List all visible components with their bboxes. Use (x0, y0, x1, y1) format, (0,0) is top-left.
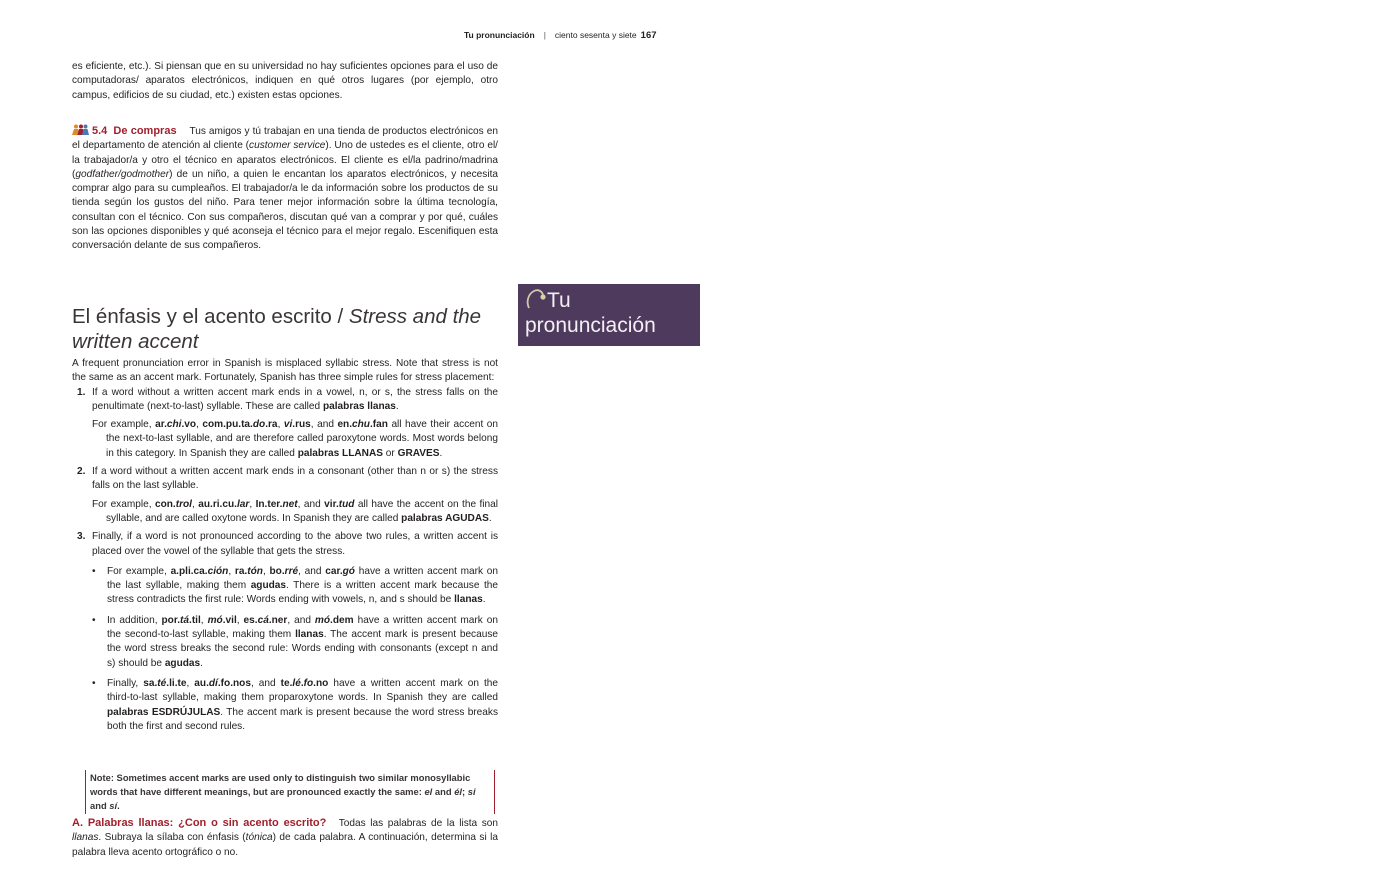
rule-number: 2. (77, 466, 86, 478)
rules-list (72, 386, 498, 415)
running-head-separator: | (543, 30, 546, 40)
running-head-section: Tu pronunciación (464, 30, 535, 40)
group-icon (72, 124, 89, 135)
rules-list-cont (72, 465, 498, 494)
activity-text: Tus amigos y tú trabajan en una tienda de productos electrónicos en el departamento de atención al cliente ( (72, 126, 498, 152)
rule-2-example: For example, con.trol, au.ri.cu.lar, In.ter.net, and vir.tud all have the accent on the final syllable, and are called oxytone words. In Spanish they are called palabras AGUDAS. (92, 498, 499, 524)
activity-text: ) de un niño, a quien le encantan los aparatos electrónicos, y necesita comprar algo para su cumpleaños. El trabajador/a le da información sobre los productos de su tienda según los gustos del niño. Para tener mejor información sobre la última tecnología, consultan con el técnico. Con sus compañeros, discutan qué van a comprar y por qué, cuáles son las opciones disponibles y qué aconseja el técnico para el mejor regalo. Escenifiquen esta conversación delante de sus compañeros. (72, 168, 498, 252)
exercise-a-label: A. Palabras llanas: ¿Con o sin acento escrito? (72, 817, 327, 829)
note-text: Note: Sometimes accent marks are used only to distinguish two similar monosyllabic words that have different meanings, but are pronounced exactly the same: (90, 772, 471, 797)
activity-paragraph (72, 124, 498, 254)
body-intro: A frequent pronunciation error in Spanish is misplaced syllabic stress. Note that stress is not the same as an accent mark. Fortunately, Spanish has three simple rules for stress placement: (72, 358, 498, 384)
banner-label: Tu pronunciación (525, 289, 656, 337)
rule-1-example: For example, ar.chi.vo, com.pu.ta.do.ra, vi.rus, and en.chu.fan all have their accent on the next-to-last syllable, and are therefore called paroxytone words. Most words belong in this category. In Spanish they are called palabras LLANAS or GRAVES. (92, 419, 498, 459)
bullet-agudas: • For example, a.pli.ca.ción, ra.tón, bo.rré, and car.gó have a written accent mark on the last syllable, making them agudas. There is a written accent mark because the stress contradicts the first rule: Words ending with vowels, n, and s should be llanas. (92, 565, 498, 606)
running-head (464, 30, 657, 41)
rule-number: 1. (77, 386, 86, 398)
section-heading (72, 304, 502, 354)
activity-5-4 (72, 124, 498, 254)
activity-italic: godfather/godmother (75, 168, 170, 180)
bullet-llanas: • In addition, por.tá.til, mó.vil, es.cá.ner, and mó.dem have a written accent mark on the second-to-last syllable, making them llanas. The accent mark is present because the word stress breaks the second rule: Words ending with consonants (except n and s) should be agudas. (92, 614, 499, 669)
page-number: 167 (640, 30, 657, 41)
page-number-words: ciento sesenta y siete (554, 30, 637, 40)
note-box: Note: Sometimes accent marks are used only to distinguish two similar monosyllabic words that have different meanings, but are pronounced exactly the same: el and él; si and sí. (85, 770, 495, 814)
tu-pronunciacion-banner (518, 284, 700, 346)
rule-text: If a word without a written accent mark ends in a consonant (other than n or s) the stress falls on the last syllable. (92, 466, 498, 492)
activity-title: De compras (113, 125, 177, 137)
rule-3 (72, 530, 498, 559)
intro-paragraph: es eficiente, etc.). Si piensan que en su universidad no hay suficientes opciones para el uso de computadoras/ aparatos electrónicos, indiquen en qué otros lugares (por ejemplo, otro campus, edificios de su ciudad, etc.) existen estas opciones. (72, 61, 498, 101)
activity-text: ). Uno de ustedes es el cliente, otro el/ la trabajador/a y otro el técnico en aparatos electrónicos. El cliente es el/la padrino/madrina ( (72, 140, 498, 180)
rule-2 (72, 465, 498, 494)
exercise-a-paragraph: A. Palabras llanas: ¿Con o sin acento escrito? Todas las palabras de la lista son llanas. Subraya la sílaba con énfasis (tónica) de cada palabra. A continuación, determina si la palabra lleva acento ortográfico o no. (72, 817, 498, 858)
rule-number: 3. (77, 531, 86, 543)
intro-paragraph-block (72, 60, 498, 103)
ear-icon (525, 288, 547, 310)
activity-number: 5.4 (92, 125, 108, 137)
activity-italic: customer service (249, 140, 326, 152)
rule-text: If a word without a written accent mark ends in a vowel, n, or s, the stress falls on the penultimate (next-to-last) syllable. These are called palabras llanas. (92, 386, 498, 412)
bullet-esdrujulas: • Finally, sa.té.li.te, au.dí.fo.nos, and te.lé.fo.no have a written accent mark on the third-to-last syllable, making them proparoxytone words. In Spanish they are called palabras ESDRÚJULAS. The accent mark is present because the word stress breaks both the first and second rules. (92, 677, 498, 732)
heading-english: Stress and the written accent (72, 305, 482, 353)
stress-rules-body (72, 357, 498, 740)
exercise-a (72, 816, 498, 860)
rule-3-bullets (72, 565, 498, 734)
rules-list-cont-2 (72, 530, 498, 559)
heading-spanish: El énfasis y el acento escrito / (72, 305, 349, 328)
rule-1 (72, 386, 498, 415)
rule-text: Finally, if a word is not pronounced according to the above two rules, a written accent is placed over the vowel of the syllable that gets the stress. (92, 531, 498, 557)
